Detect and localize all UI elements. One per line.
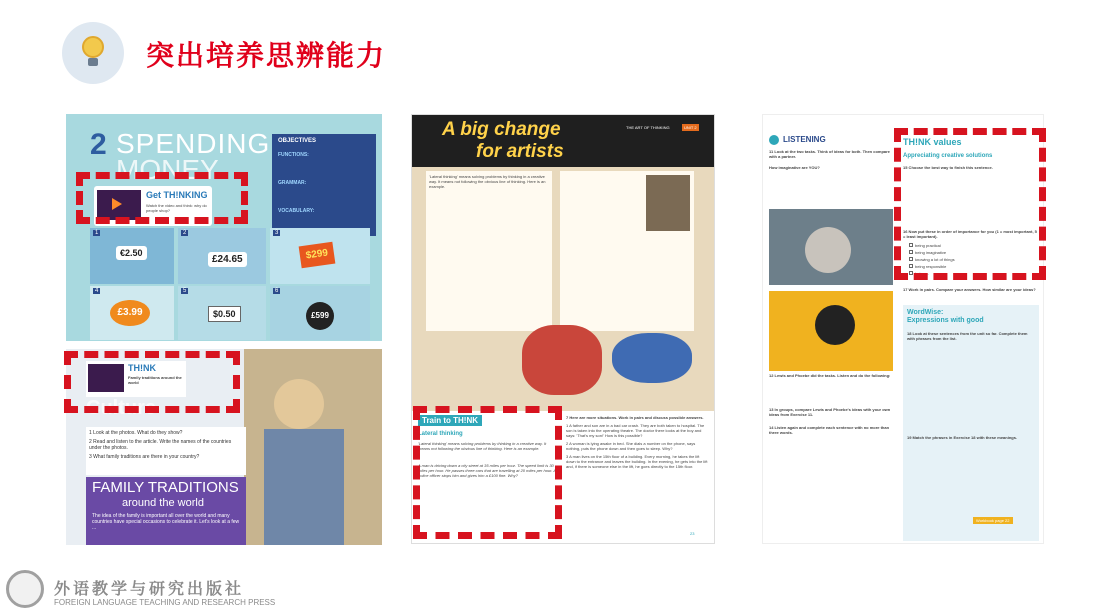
wordwise-sub: Expressions with good <box>907 317 984 324</box>
grammar-label: GRAMMAR: <box>278 180 307 186</box>
spending-money-page <box>66 114 382 341</box>
tree-photo <box>769 291 893 371</box>
culture-word: Culture <box>86 397 156 419</box>
vocabulary-label: VOCABULARY: <box>278 208 315 214</box>
column-text: 'Lateral thinking' means solving problems by thinking in a creative way. It means not following the obvious line of thinking. Here is an example. <box>429 174 546 189</box>
tile-number: 3 <box>275 230 279 236</box>
tile-1 <box>90 228 174 284</box>
unit-number: 2 <box>90 128 107 161</box>
train-label: Train to TH!NK <box>418 415 482 426</box>
portrait-image <box>646 175 690 231</box>
article-column-1 <box>426 171 552 331</box>
situation-1: 1 A father and son are in a bad car crash. They are both taken to hospital. The son is taken into the operating theatre. The doctor there looks at the boy and says: 'That's my son!' How is this possible? <box>566 423 705 438</box>
price-tag: €2.50 <box>116 246 147 260</box>
tree-icon <box>815 305 855 345</box>
article-title-2: for artists <box>476 141 564 162</box>
lightbulb-base <box>88 58 98 66</box>
question-2: 2 Read and listen to the article. Write the names of the countries under the photos. <box>89 439 232 451</box>
exercise-18: 18 Look at these sentences from the unit so far. Complete them with phrases from the list. <box>907 331 1028 341</box>
exercise-17: 17 Work in pairs. Compare your answers. How similar are your ideas? <box>903 287 1036 292</box>
objectives-title: OBJECTIVES <box>278 138 317 144</box>
tile-2 <box>178 228 266 284</box>
lightbulb-icon <box>82 36 104 58</box>
unit-badge: UNIT 2 <box>684 125 697 130</box>
price-tag: £3.99 <box>110 300 150 326</box>
unit-title: SPENDING <box>116 128 271 159</box>
appreciating-title: Appreciating creative solutions <box>903 153 993 159</box>
girl-face <box>274 379 324 429</box>
tile-5 <box>178 286 266 340</box>
objectives-box <box>272 134 376 236</box>
questions-box <box>86 427 246 475</box>
price-tag: $0.50 <box>208 306 241 322</box>
lateral-title: Lateral thinking <box>418 431 463 437</box>
banner-body: The idea of the family is important all over the world and many countries have special occasions to celebrate it. Let's look at a few ... <box>92 513 240 531</box>
publisher-logo <box>6 570 44 608</box>
tile-4 <box>90 286 174 340</box>
unit-title-2: MONEY <box>116 154 219 185</box>
situation-2: 2 A woman is lying awake in bed. She dials a number on the phone, says nothing, puts the phone down and then goes to sleep. Why? <box>566 441 696 451</box>
question-1: 1 Look at the photos. What do they show? <box>89 430 183 436</box>
paint-tube <box>612 333 692 383</box>
how-imaginative: How imaginative are YOU? <box>769 165 820 170</box>
highlight-box-values <box>894 128 1046 280</box>
exercise-7-prompt: 7 Here are more situations. Work in pairs and discuss possible answers. <box>566 415 704 420</box>
paint-splash <box>522 325 602 395</box>
think-badge: TH!NK <box>128 363 156 373</box>
price-tag: £24.65 <box>208 252 247 267</box>
workbook-badge: Workbook page 22 <box>973 517 1013 524</box>
tile-number: 4 <box>95 288 99 294</box>
cd-photo <box>769 209 893 285</box>
article-tag: THE ART OF THINKING <box>626 125 670 130</box>
wordwise-title: WordWise: <box>907 309 944 316</box>
exercise-12: 12 Lewis and Phoebe did the tasks. Listen and do the following: <box>769 373 891 378</box>
exercise-7 <box>566 415 710 539</box>
exercise-14: 14 Listen again and complete each sentence with no more than three words. <box>769 425 890 435</box>
tile-6 <box>270 286 370 340</box>
get-thinking-label: Get TH!NKING <box>146 190 208 200</box>
think-text: Family traditions around the world <box>128 375 182 385</box>
classroom-photo <box>244 349 382 545</box>
exercise-13: 13 In groups, compare Lewis and Phoebe's ideas with your own ideas from Exercise 11. <box>769 407 891 417</box>
get-thinking-prompt: Watch the video and think: why do people shop? <box>146 203 207 213</box>
article-title: A big change <box>442 119 561 140</box>
tile-number: 5 <box>183 288 187 294</box>
situation-3: 3 A man lives on the 15th floor of a building. Every morning, he takes the lift down to the entrance and leaves the building. In the evening, he gets into the lift and, if there is someone else in the lift, he goes directly to the 15th floor. <box>566 454 708 469</box>
highlight-box-artists <box>413 406 562 539</box>
tile-number: 1 <box>95 230 99 236</box>
question-3: 3 What family traditions are there in your country? <box>89 454 200 460</box>
checklist-item[interactable]: knowing a lot of things <box>909 257 1009 262</box>
checklist-item[interactable]: being imaginative <box>909 250 1009 255</box>
tile-number: 2 <box>183 230 187 236</box>
traditions-banner <box>86 477 246 545</box>
tile-number: 6 <box>275 288 279 294</box>
highlight-box-culture <box>64 351 240 413</box>
exercise-15: 15 Choose the best way to finish this sentence. <box>903 165 993 170</box>
price-tag: £599 <box>306 302 334 330</box>
page-title: 突出培养思辨能力 <box>146 40 387 71</box>
highlight-box-money <box>76 172 248 224</box>
exercise-16: 16 Now put these in order of importance for you (1 = most important, 5 = least important). <box>903 229 1037 239</box>
headphones-icon <box>769 135 779 145</box>
wordwise-box <box>903 305 1039 541</box>
checklist-item[interactable]: being ... <box>909 271 1009 276</box>
exercise-11: 11 Look at the two tasks. Think of ideas for both. Then compare with a partner. <box>769 149 890 159</box>
price-tag: $299 <box>299 242 336 269</box>
checklist-item[interactable]: being practical <box>909 243 1009 248</box>
page-number: 23 <box>690 531 695 536</box>
banner-sub: around the world <box>122 497 204 509</box>
publisher-name-cn: 外语教学与研究出版社 <box>54 581 245 598</box>
cd-disc <box>805 227 851 273</box>
listening-title: LISTENING <box>783 135 826 144</box>
tile-3 <box>270 228 370 284</box>
think-values: TH!NK values <box>903 137 962 147</box>
checklist-item[interactable]: being responsible <box>909 264 1009 269</box>
functions-label: FUNCTIONS: <box>278 152 309 158</box>
lateral-example: A man is driving down a city street at 35 miles per hour. The speed limit is 30 miles per hour. He passes three cars that are travelling at 20 miles per hour. A police officer stops him and gives him a £100 fine. Why? <box>418 463 556 478</box>
banner-title: FAMILY TRADITIONS <box>92 479 239 496</box>
exercise-19: 19 Match the phrases in Exercise 18 with these meanings. <box>907 435 1018 440</box>
girl-shirt <box>264 429 344 545</box>
article-column-2 <box>560 171 694 331</box>
publisher-name-en: FOREIGN LANGUAGE TEACHING AND RESEARCH PRESS <box>54 598 276 607</box>
lateral-body: 'Lateral thinking' means solving problems by thinking in a creative way. It means not following the obvious line of thinking. Here is an example. <box>418 441 547 451</box>
